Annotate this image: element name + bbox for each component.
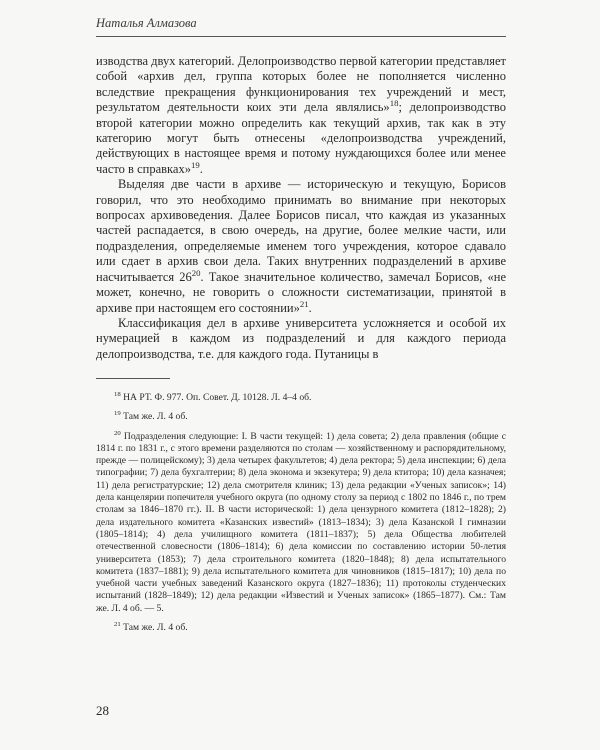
paragraph-1 bbox=[96, 54, 506, 177]
text-run: Выделяя две части в архиве — историческую и текущую, Борисов говорил, что это необходимо принимать во внимание при некоторых вопросах архивоведения. Далее Борисов писал, что каждая из указанных частей распадается, в свою очередь, на другие, более мелкие части, или подразделения, определяемые именем того учреждения, которое сдавало или сдает в архив свои дела. Таких внутренних подразделений в архиве насчитывается 26 bbox=[96, 177, 506, 284]
paragraph-3: Классификация дел в архиве университета усложняется и особой их нумерацией в каждом из подразделений и для каждого периода делопроизводства, т.е. для каждого года. Путаницы в bbox=[96, 315, 506, 361]
paragraph-2 bbox=[96, 177, 506, 316]
footnote-rule bbox=[96, 378, 170, 379]
text-run: . bbox=[308, 300, 312, 315]
footnotes bbox=[96, 392, 506, 641]
footnote-text: НА РТ. Ф. 977. Оп. Совет. Д. 10128. Л. 4–4 об. bbox=[123, 392, 312, 403]
footnote-18 bbox=[96, 392, 506, 404]
footnote-text: Подразделения следующие: I. В части текущей: 1) дела совета; 2) дела правления (общие с 1814 г. по 1831 г., с этого времени разделяются по столам — хозяйственному и распорядительному, прежде — полицейскому); 3) дела четырех факультетов; 4) дела ректора; 5) дела инспекции; 6) дела типографии; 7) дела бухгалтерии; 8) дела эконома и экзекутера; 9) дела ктитора; 10) дела казначея; 11) дела регистратурские; 12) дела смотрителя клиник; 13) дела редакции «Ученых записок»; 14) дела канцелярии попечителя учебного округа (по одному столу за период с 1802 по 1846 г., по трем столам за 1846–1870 гг.). II. В части исторической: 1) дела цензурного комитета (1812–1828); 2) дела издательного комитета «Казанских известий» (1813–1834); 3) дела Казанской I гимназии (1805–1814); 4) дела училищного комитета (1811–1837); 5) дела Общества любителей отечественной словесности (1806–1814); 6) дела комиссии по составлению истории 50-летия университета (1853); 7) дела строительного комитета (1820–1848); 8) дела испытательного комитета (1837–1881); 9) дела испытательного комитета для чиновников (1815–1817); 10) дела по учебной части учебных заведений Казанского округа (1827–1836); 11) протоколы студенческих испытаний (1828–1849); 12) дела редакции «Известий и Ученых записок» (1865–1877). См.: Там же. Л. 4 об. — 5. bbox=[96, 430, 507, 614]
text-run: ; делопроизводство второй категории можно определить как текущий архив, так как в эту категорию могут быть отнесены «делопроизводства учреждений, действующих в настоящее время и потому нуждающихся более или менее часто в справках» bbox=[96, 100, 506, 176]
footnote-number: 21 bbox=[114, 620, 121, 628]
footnote-text: Там же. Л. 4 об. bbox=[123, 411, 188, 423]
footnote-text: Там же. Л. 4 об. bbox=[123, 622, 188, 634]
footnote-21 bbox=[96, 622, 506, 634]
footnote-20 bbox=[96, 431, 506, 615]
footnote-number: 20 bbox=[114, 429, 121, 437]
text-run: . Такое значительное количество, замечал Борисов, «не может, конечно, не говорить о сложности систематизации, принятой в архиве при настоящем его состоянии» bbox=[96, 269, 507, 315]
footnote-ref[interactable]: 20 bbox=[191, 267, 201, 278]
footnote-number: 18 bbox=[114, 390, 121, 398]
footnote-number: 19 bbox=[114, 410, 121, 418]
header-rule bbox=[96, 36, 506, 37]
footnote-ref[interactable]: 19 bbox=[190, 159, 200, 170]
running-head: Наталья Алмазова bbox=[96, 16, 197, 30]
text-run: . bbox=[199, 161, 203, 176]
footnote-ref[interactable]: 21 bbox=[299, 298, 309, 309]
main-text bbox=[96, 54, 506, 362]
footnote-19 bbox=[96, 411, 506, 423]
page-number: 28 bbox=[96, 703, 109, 718]
footnote-ref[interactable]: 18 bbox=[389, 98, 399, 109]
text-run: изводства двух категорий. Делопроизводство первой категории представляет собой «архив дел, группа которых более не пополняется численно вследствие прекращения функционирования тех учреждений и мест, результатом деятельности коих эти дела являлись» bbox=[96, 54, 506, 115]
